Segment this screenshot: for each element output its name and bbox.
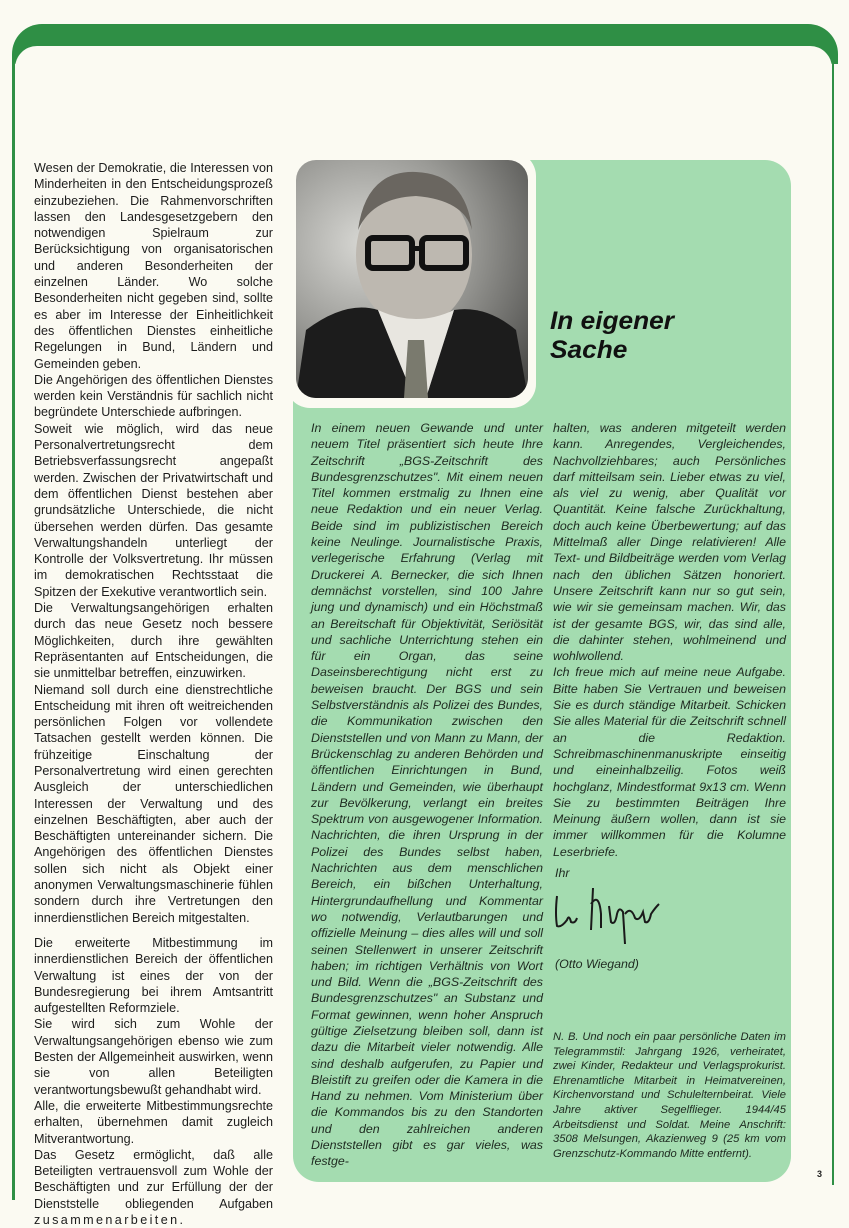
paragraph: In einem neuen Gewande und unter neuem Titel präsentiert sich heute Ihre Zeitschrift „BGS-Zeitschrift des Bundesgrenzschutzes". Mit einem neuen Titel kommen erstmalig zu Ihnen eine neue Redaktion und ein neuer Verlag. Beide sind im publizistischen Bereich keine Neulinge. Journalistische Praxis, verlegerische Erfahrung (Verlag mit Druckerei A. Bernecker, die sich Ihnen demnächst vorstellen, sind 100 Jahre jung und dynamisch) und ein Höchstmaß an Bereitschaft für Objektivität, Seriösität und sachliche Unterrichtung stehen ein für ein Organ, das seine Daseinsberechtigung nicht erst zu beweisen braucht. Der BGS und sein Selbstverständnis als Polizei des Bundes, die Kommunikation zwischen den Dienststellen und von Mann zu Mann, der Brückenschlag zu anderen Behörden und öffentlichen Einrichtungen in Bund, Ländern und Gemeinden, wie überhaupt zur Bevölkerung, verlangt ein breites Spektrum von ausgewogener Information. Nachrichten, die ihren Ursprung in der Polizei des Bundes selbst haben, Nachrichten aus dem menschlichen Bereich, ein bißchen Unterhaltung, Hintergrundaufhellung und Kommentar wo notwendig, Verlautbarungen und offizielle Meinung – dies alles will und soll seinen Stellenwert in unserer Zeitschrift haben; im richtigen Verhältnis von Wort und Bild. Wenn die „BGS-Zeitschrift des Bundesgrenzschutzes" an Substanz und Format gewinnen, wenn hoher Anspruch gültige Zielsetzung bleiben soll, dann ist dazu die Mitarbeit vieler notwendig. Alle sind deshalb aufgerufen, zu Papier und Bleistift zu greifen oder die Kamera in die Hand zu nehmen. Vom Ministerium über die Kommandos bis zu den Standorten und den zahlreichen anderen Dienststellen gibt es gar vieles, was festge- — [311, 421, 543, 1169]
author-photo — [296, 160, 528, 398]
green-frame-left — [12, 60, 15, 1200]
portrait-illustration — [296, 160, 528, 398]
frame-inner-curve — [15, 46, 832, 86]
paragraph: Alle, die erweiterte Mitbestimmungsrechte erhalten, übernehmen damit zugleich Mitverantwortung. — [34, 1098, 273, 1146]
paragraph: Die erweiterte Mitbestimmung im innerdienstlichen Bereich der öffentlichen Verwaltung ist eines der von der Bundesregierung bei ihrem Amtsantritt aufgestellten Reformziele. — [34, 935, 273, 1016]
editorial-middle-column — [311, 420, 543, 1170]
page-number: 3 — [817, 1169, 823, 1179]
nota-bene: N. B. Und noch ein paar persönliche Daten im Telegrammstil: Jahrgang 1926, verheiratet, zwei Kinder, Redakteur und Verlagsprokurist. Ehrenamtliche Mitarbeit in Heimatvereinen, Kirchenvorstand und Schulelternbeirat. Viele Jahre aktiver Segelflieger. 1944/45 Arbeitsdienst und Soldat. Meine Anschrift: 3508 Melsungen, Akazienweg 9 (25 km vom Grenzschutz-Kommando Mitte entfernt). — [553, 1031, 786, 1160]
editorial-right-column — [553, 420, 786, 860]
paragraph: Sie wird sich zum Wohle der Verwaltungsangehörigen ebenso wie zum Besten der Allgemeinheit auswirken, wenn sie von allen Beteiligten verantwortungsbewußt gehandhabt wird. — [34, 1017, 273, 1097]
paragraph: Die Verwaltungsangehörigen erhalten durch das neue Gesetz noch bessere Möglichkeiten, durch ihre gewählten Repräsentanten auf Entscheidungen, die sie unmittelbar betreffen, einzuwirken. — [34, 601, 273, 681]
green-frame-right — [832, 60, 834, 1185]
paragraph — [34, 1147, 273, 1228]
signature-icon — [553, 884, 673, 944]
paragraph: Ich freue mich auf meine neue Aufgabe. Bitte haben Sie Vertrauen und beweisen Sie es durch ständige Mitarbeit. Schicken Sie alles Material für die Zeitschrift schnell an die Redaktion. Schreibmaschinenmanuskripte einseitig und eineinhalbzeilig. Fotos weiß hochglanz, Mindestformat 9x13 cm. Wenn Sie zu bestimmten Beiträgen Ihre Meinung äußern wollen, dann ist sie immer willkommen für die Kolumne Leserbriefe. — [553, 665, 786, 859]
editorial-title — [550, 307, 674, 365]
left-article-column — [34, 160, 273, 1228]
paragraph-text: Das Gesetz ermöglicht, daß alle Beteiligten vertrauensvoll zum Wohle der Beschäftigten und zur Erfüllung der der Dienststelle obliegenden Aufgaben — [34, 1147, 273, 1211]
signer-name: (Otto Wiegand) — [555, 957, 639, 971]
spaced-ending: zusammenarbeiten. — [34, 1213, 186, 1227]
paragraph: Niemand soll durch eine dienstrechtliche Entscheidung mit ihren oft weitreichenden persönlichen Folgen vor vollendete Tatsachen gestellt werden können. Die frühzeitige Einschaltung der Personalvertretung wird einen gerechten Ausgleich der unterschiedlichen Interessen der Verwaltung und des einzelnen Beschäftigten, aber auch der Beschäftigten untereinander sichern. Die Angehörigen des öffentlichen Dienstes sollen sich nicht als Objekt einer anonymen Verwaltungsmaschinerie fühlen sondern durch ihre Vertretungen den innerdienstlichen Bereich mitgestalten. — [34, 682, 273, 925]
title-line: Sache — [550, 336, 628, 364]
closing-salutation: Ihr — [555, 866, 570, 880]
paragraph: Soweit wie möglich, wird das neue Personalvertretungsrecht dem Betriebsverfassungsrecht angepaßt werden. Zwischen der Privatwirtschaft und dem öffentlichen Dienst bestehen aber grundsätzliche Unterschiede, die nicht übersehen werden dürfen. Das gesamte Verwaltungshandeln unterliegt der Kontrolle der Volksvertretung. Ihr müssen im demokratischen Rechtsstaat die Spitzen der Exekutive verantwortlich sein. — [34, 421, 273, 599]
paragraph: halten, was anderen mitgeteilt werden kann. Anregendes, Vergleichendes, Nachvollziehbares; auch Persönliches darf mitteilsam sein. Lieber etwas zu viel, als viel zu wenig, aber Qualität vor Quantität. Keine falsche Zurückhaltung, doch auch keine Überbewertung; auf das Mittelmaß aller Dinge relativieren! Alle Text- und Bildbeiträge werden vom Verlag nach den üblichen Sätzen honoriert. Unsere Zeitschrift kann nur so gut sein, wie wir sie gemeinsam machen. Wir, das ist der gesamte BGS, wir, das sind alle, die dahinter stehen, wohlmeinend und wohlwollend. — [553, 421, 786, 664]
title-line: In eigener — [550, 307, 674, 335]
paragraph: Wesen der Demokratie, die Interessen von Minderheiten in den Entscheidungsprozeß einzubeziehen. Die Rahmenvorschriften lassen den Landesgesetzgebern den notwendigen Spielraum zur Berücksichtigung von organisatorischen und anderen Besonderheiten der einzelnen Länder. Wo solche Besonderheiten nicht gegeben sind, sollte es aber im Interesse der Einheitlichkeit des öffentlichen Dienstes einheitliche Regelungen in Bund, Ländern und Gemeinden geben. — [34, 161, 273, 371]
paragraph: Die Angehörigen des öffentlichen Dienstes werden kein Verständnis für sachlich nicht begründete Unterschiede aufbringen. — [34, 372, 273, 420]
